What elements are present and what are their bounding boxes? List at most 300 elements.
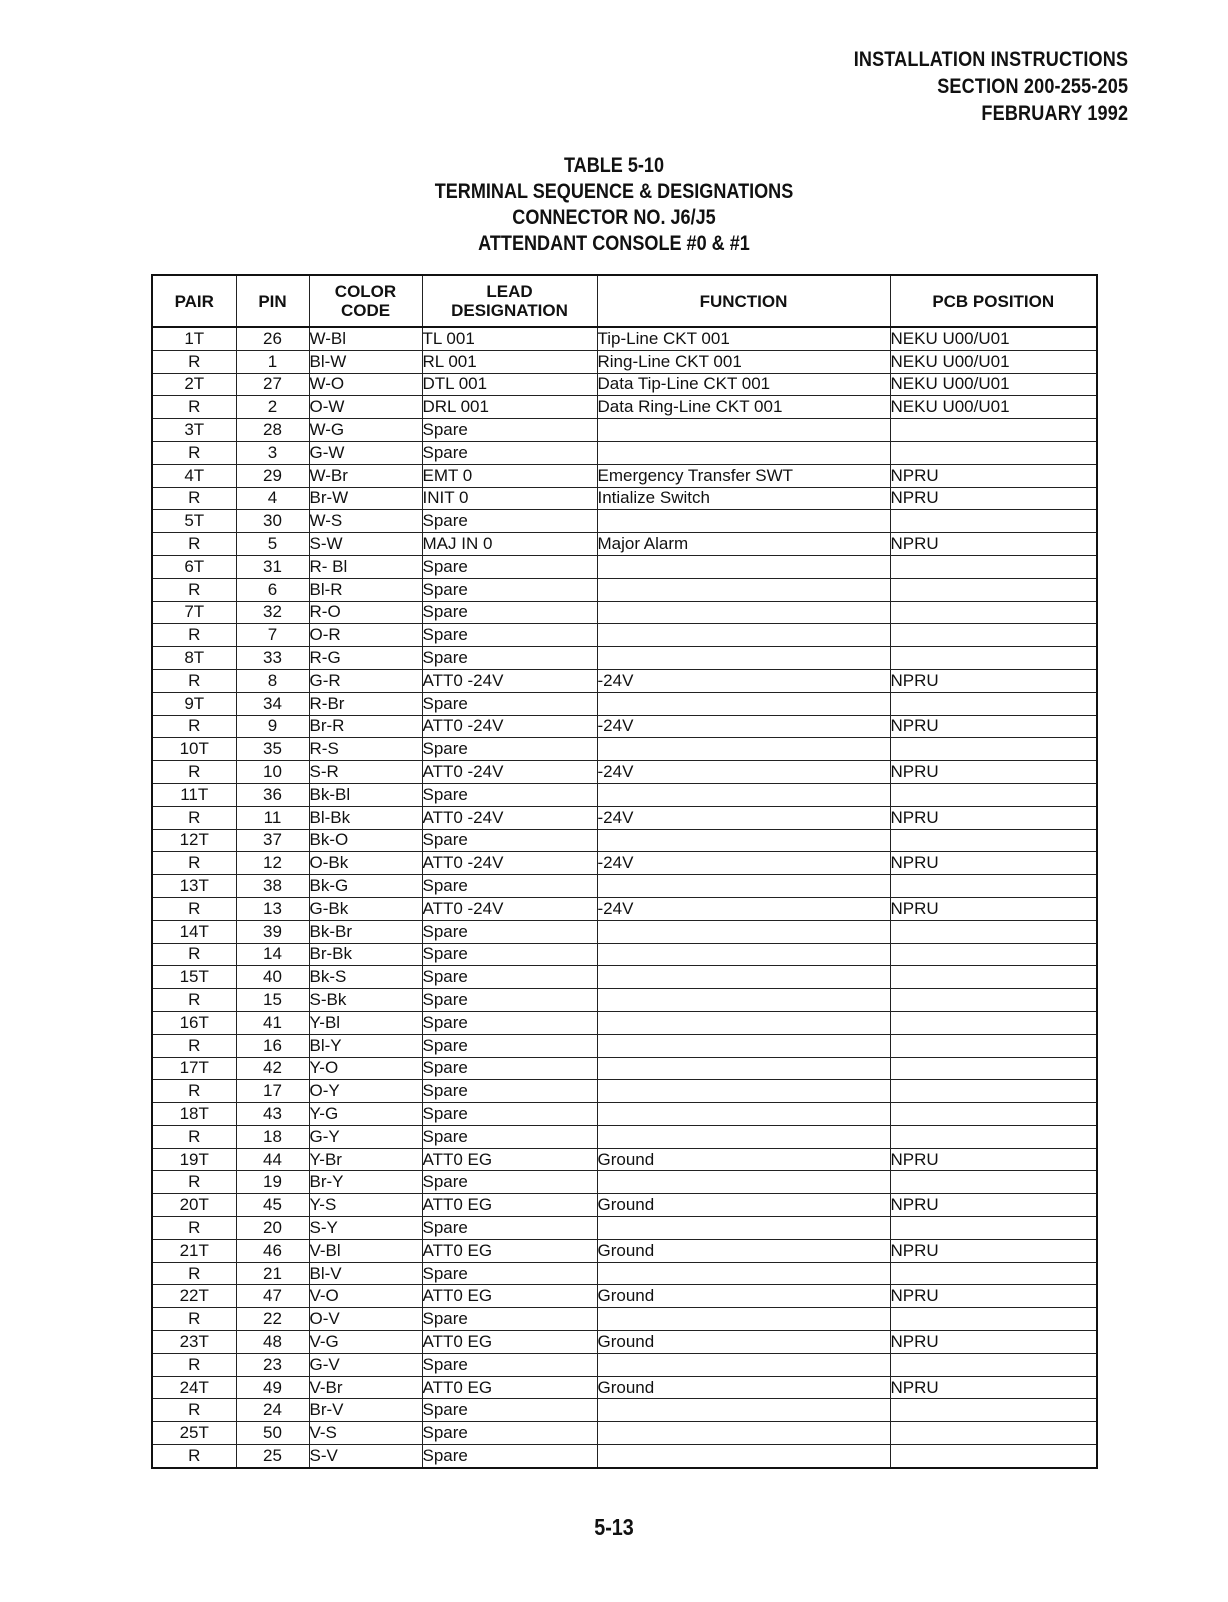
table-row [152,761,1097,784]
cell-lead-designation: Spare [422,989,597,1012]
cell-lead-designation: Spare [422,578,597,601]
cell-lead-designation: INIT 0 [422,487,597,510]
cell-pair: 15T [152,966,236,989]
cell-color-code: Bl-V [309,1262,422,1285]
cell-pair: 4T [152,464,236,487]
table-row [152,533,1097,556]
cell-pin: 15 [236,989,309,1012]
cell-pcb-position: NPRU [890,1239,1097,1262]
cell-function: Major Alarm [597,533,890,556]
cell-pin: 4 [236,487,309,510]
cell-pcb-position [890,1103,1097,1126]
cell-pair: R [152,897,236,920]
cell-pin: 36 [236,783,309,806]
page-footer [0,1514,1228,1541]
cell-pcb-position [890,1445,1097,1468]
cell-function [597,1057,890,1080]
cell-pcb-position [890,1217,1097,1240]
cell-pair: 10T [152,738,236,761]
cell-pcb-position: NPRU [890,1285,1097,1308]
cell-pin: 49 [236,1376,309,1399]
cell-pair: R [152,1080,236,1103]
cell-function [597,989,890,1012]
cell-pin: 20 [236,1217,309,1240]
cell-color-code: G-V [309,1353,422,1376]
cell-pin: 45 [236,1194,309,1217]
cell-pcb-position [890,555,1097,578]
cell-color-code: Y-S [309,1194,422,1217]
cell-pcb-position: NPRU [890,669,1097,692]
cell-pin: 30 [236,510,309,533]
cell-pin: 37 [236,829,309,852]
cell-pcb-position [890,1171,1097,1194]
cell-pcb-position [890,441,1097,464]
cell-lead-designation: MAJ IN 0 [422,533,597,556]
cell-lead-designation: DRL 001 [422,396,597,419]
cell-pin: 22 [236,1308,309,1331]
cell-function: Emergency Transfer SWT [597,464,890,487]
cell-pin: 7 [236,624,309,647]
cell-lead-designation: ATT0 EG [422,1331,597,1354]
cell-function: -24V [597,761,890,784]
cell-pair: R [152,669,236,692]
cell-color-code: R-S [309,738,422,761]
cell-lead-designation: ATT0 -24V [422,669,597,692]
table-row [152,396,1097,419]
cell-pin: 24 [236,1399,309,1422]
table-row [152,1239,1097,1262]
cell-pcb-position: NPRU [890,1194,1097,1217]
cell-function [597,441,890,464]
table-row [152,1217,1097,1240]
cell-pair: 2T [152,373,236,396]
cell-color-code: Bk-S [309,966,422,989]
cell-function: Ground [597,1194,890,1217]
cell-pcb-position [890,601,1097,624]
table-title-block [0,153,1228,257]
cell-color-code: G-Bk [309,897,422,920]
cell-function: -24V [597,897,890,920]
cell-function [597,1399,890,1422]
cell-color-code: R-Br [309,692,422,715]
cell-pair: R [152,1353,236,1376]
cell-pin: 18 [236,1125,309,1148]
cell-pin: 28 [236,419,309,442]
cell-lead-designation: Spare [422,875,597,898]
cell-function [597,1422,890,1445]
cell-lead-designation: Spare [422,1011,597,1034]
cell-pcb-position [890,1308,1097,1331]
cell-color-code: Bl-Y [309,1034,422,1057]
document-header [853,46,1128,127]
cell-pin: 6 [236,578,309,601]
cell-lead-designation: Spare [422,966,597,989]
cell-pin: 41 [236,1011,309,1034]
cell-color-code: O-W [309,396,422,419]
cell-function [597,1353,890,1376]
cell-function: Ground [597,1285,890,1308]
cell-function: Ground [597,1239,890,1262]
table-row [152,943,1097,966]
cell-pair: R [152,350,236,373]
cell-pair: R [152,1171,236,1194]
cell-function: -24V [597,852,890,875]
cell-pin: 5 [236,533,309,556]
cell-color-code: W-S [309,510,422,533]
cell-pin: 33 [236,647,309,670]
table-row [152,1285,1097,1308]
table-row [152,624,1097,647]
cell-pair: 20T [152,1194,236,1217]
cell-pcb-position: NPRU [890,464,1097,487]
table-row [152,1148,1097,1171]
cell-pcb-position [890,943,1097,966]
cell-lead-designation: Spare [422,1125,597,1148]
table-row [152,1080,1097,1103]
cell-color-code: S-V [309,1445,422,1468]
cell-pcb-position [890,966,1097,989]
cell-color-code: Br-Y [309,1171,422,1194]
console-label: ATTENDANT CONSOLE #0 & #1 [478,232,750,255]
cell-pair: R [152,441,236,464]
table-number: TABLE 5-10 [563,154,665,177]
cell-pair: R [152,852,236,875]
cell-pair: R [152,715,236,738]
cell-pin: 17 [236,1080,309,1103]
cell-color-code: Br-V [309,1399,422,1422]
cell-pair: 24T [152,1376,236,1399]
table-row [152,1353,1097,1376]
cell-function: -24V [597,715,890,738]
cell-pcb-position [890,1399,1097,1422]
cell-pair: 11T [152,783,236,806]
cell-function: Ring-Line CKT 001 [597,350,890,373]
cell-pair: R [152,1445,236,1468]
cell-pin: 35 [236,738,309,761]
cell-pin: 19 [236,1171,309,1194]
cell-function: Data Tip-Line CKT 001 [597,373,890,396]
cell-color-code: R- Bl [309,555,422,578]
table-row [152,578,1097,601]
terminal-sequence-table [151,274,1098,1469]
cell-lead-designation: Spare [422,1445,597,1468]
cell-pcb-position [890,647,1097,670]
cell-pin: 1 [236,350,309,373]
cell-pcb-position: NPRU [890,806,1097,829]
table-row [152,1103,1097,1126]
table-row [152,1171,1097,1194]
cell-function [597,647,890,670]
cell-pin: 34 [236,692,309,715]
cell-pair: 19T [152,1148,236,1171]
cell-lead-designation: Spare [422,419,597,442]
table-row [152,1422,1097,1445]
cell-color-code: Bk-Bl [309,783,422,806]
cell-pin: 40 [236,966,309,989]
cell-pin: 23 [236,1353,309,1376]
cell-pcb-position [890,1034,1097,1057]
cell-pcb-position [890,419,1097,442]
cell-color-code: V-G [309,1331,422,1354]
cell-pcb-position: NPRU [890,1148,1097,1171]
cell-lead-designation: ATT0 -24V [422,897,597,920]
cell-pair: R [152,624,236,647]
cell-color-code: Br-Bk [309,943,422,966]
cell-pair: R [152,1308,236,1331]
table-row [152,464,1097,487]
cell-function [597,1125,890,1148]
cell-color-code: R-G [309,647,422,670]
cell-pair: 3T [152,419,236,442]
cell-pair: R [152,533,236,556]
cell-color-code: O-Y [309,1080,422,1103]
table-row [152,875,1097,898]
cell-pin: 32 [236,601,309,624]
cell-color-code: Bl-R [309,578,422,601]
table-row [152,1445,1097,1468]
cell-lead-designation: Spare [422,829,597,852]
table-row [152,1308,1097,1331]
cell-function: -24V [597,669,890,692]
cell-pair: 21T [152,1239,236,1262]
cell-color-code: G-W [309,441,422,464]
table-row [152,1331,1097,1354]
cell-pair: 22T [152,1285,236,1308]
cell-pin: 26 [236,327,309,350]
header-color-code: COLOR CODE [309,275,422,327]
connector-label: CONNECTOR NO. J6/J5 [512,206,716,229]
cell-pair: 25T [152,1422,236,1445]
cell-pcb-position: NEKU U00/U01 [890,373,1097,396]
cell-color-code: Bk-O [309,829,422,852]
cell-pin: 2 [236,396,309,419]
cell-pair: R [152,396,236,419]
table-row [152,441,1097,464]
cell-pcb-position: NPRU [890,1376,1097,1399]
header-date: FEBRUARY 1992 [981,102,1128,125]
cell-pcb-position: NEKU U00/U01 [890,350,1097,373]
cell-function: Intialize Switch [597,487,890,510]
cell-color-code: V-Bl [309,1239,422,1262]
cell-function: -24V [597,806,890,829]
cell-pcb-position [890,1080,1097,1103]
cell-pin: 50 [236,1422,309,1445]
cell-function [597,875,890,898]
cell-pin: 8 [236,669,309,692]
cell-function [597,920,890,943]
cell-color-code: W-Bl [309,327,422,350]
cell-pair: 23T [152,1331,236,1354]
cell-pcb-position [890,989,1097,1012]
cell-function [597,1171,890,1194]
cell-function [597,1308,890,1331]
table-row [152,1125,1097,1148]
cell-color-code: O-R [309,624,422,647]
header-pcb-position: PCB POSITION [890,275,1097,327]
cell-pin: 46 [236,1239,309,1262]
cell-lead-designation: ATT0 EG [422,1148,597,1171]
cell-color-code: G-Y [309,1125,422,1148]
table-row [152,852,1097,875]
cell-pcb-position [890,875,1097,898]
cell-pin: 9 [236,715,309,738]
cell-function [597,419,890,442]
cell-pair: R [152,943,236,966]
cell-function [597,555,890,578]
cell-color-code: Y-O [309,1057,422,1080]
cell-lead-designation: Spare [422,920,597,943]
cell-function: Ground [597,1376,890,1399]
table-row [152,738,1097,761]
table-row [152,897,1097,920]
table-row [152,419,1097,442]
cell-lead-designation: Spare [422,943,597,966]
table-row [152,601,1097,624]
cell-pair: 18T [152,1103,236,1126]
cell-lead-designation: RL 001 [422,350,597,373]
cell-lead-designation: Spare [422,1262,597,1285]
cell-pcb-position: NPRU [890,761,1097,784]
cell-pin: 12 [236,852,309,875]
cell-pin: 43 [236,1103,309,1126]
cell-pin: 42 [236,1057,309,1080]
cell-color-code: Br-R [309,715,422,738]
cell-pcb-position: NPRU [890,715,1097,738]
cell-pair: 5T [152,510,236,533]
table-row [152,350,1097,373]
cell-function [597,738,890,761]
cell-pin: 44 [236,1148,309,1171]
cell-pcb-position: NPRU [890,487,1097,510]
header-lead-designation: LEAD DESIGNATION [422,275,597,327]
header-pair: PAIR [152,275,236,327]
cell-pair: 16T [152,1011,236,1034]
cell-lead-designation: Spare [422,441,597,464]
cell-pin: 47 [236,1285,309,1308]
cell-function: Tip-Line CKT 001 [597,327,890,350]
cell-lead-designation: Spare [422,1034,597,1057]
cell-lead-designation: Spare [422,692,597,715]
table-row [152,1399,1097,1422]
cell-pair: 13T [152,875,236,898]
cell-pair: R [152,487,236,510]
cell-pin: 31 [236,555,309,578]
cell-pin: 38 [236,875,309,898]
cell-lead-designation: Spare [422,1422,597,1445]
cell-lead-designation: Spare [422,783,597,806]
table-row [152,966,1097,989]
cell-pcb-position: NEKU U00/U01 [890,327,1097,350]
cell-pin: 16 [236,1034,309,1057]
cell-pair: R [152,1125,236,1148]
cell-lead-designation: ATT0 -24V [422,806,597,829]
cell-lead-designation: EMT 0 [422,464,597,487]
cell-function [597,1262,890,1285]
cell-function [597,624,890,647]
cell-pair: R [152,989,236,1012]
cell-lead-designation: Spare [422,1103,597,1126]
table-row [152,1057,1097,1080]
cell-lead-designation: ATT0 -24V [422,852,597,875]
cell-color-code: V-O [309,1285,422,1308]
cell-function [597,692,890,715]
cell-color-code: Bl-W [309,350,422,373]
cell-pcb-position [890,920,1097,943]
cell-lead-designation: ATT0 -24V [422,761,597,784]
cell-function [597,510,890,533]
table-row [152,806,1097,829]
cell-lead-designation: ATT0 EG [422,1376,597,1399]
table-row [152,669,1097,692]
table-row [152,1011,1097,1034]
cell-pin: 21 [236,1262,309,1285]
cell-pair: R [152,761,236,784]
cell-lead-designation: Spare [422,1353,597,1376]
cell-pin: 10 [236,761,309,784]
cell-color-code: Bk-G [309,875,422,898]
cell-function [597,1445,890,1468]
cell-color-code: V-S [309,1422,422,1445]
cell-pcb-position [890,1057,1097,1080]
cell-pair: 17T [152,1057,236,1080]
cell-pair: 7T [152,601,236,624]
table-row [152,692,1097,715]
cell-color-code: O-Bk [309,852,422,875]
cell-lead-designation: ATT0 -24V [422,715,597,738]
cell-color-code: Bk-Br [309,920,422,943]
cell-pin: 3 [236,441,309,464]
cell-function [597,1011,890,1034]
cell-function [597,829,890,852]
table-row [152,1262,1097,1285]
cell-pair: R [152,1034,236,1057]
cell-color-code: Br-W [309,487,422,510]
cell-pin: 11 [236,806,309,829]
table-body [152,327,1097,1468]
cell-lead-designation: Spare [422,601,597,624]
cell-lead-designation: DTL 001 [422,373,597,396]
cell-pcb-position [890,829,1097,852]
cell-pair: R [152,578,236,601]
cell-color-code: G-R [309,669,422,692]
cell-lead-designation: Spare [422,1057,597,1080]
table-title: TERMINAL SEQUENCE & DESIGNATIONS [434,180,794,203]
cell-pin: 14 [236,943,309,966]
cell-pcb-position [890,1422,1097,1445]
cell-color-code: S-W [309,533,422,556]
cell-function [597,1080,890,1103]
cell-color-code: W-Br [309,464,422,487]
cell-color-code: Y-Bl [309,1011,422,1034]
table-row [152,920,1097,943]
cell-lead-designation: TL 001 [422,327,597,350]
cell-function: Ground [597,1148,890,1171]
cell-color-code: Y-G [309,1103,422,1126]
cell-pcb-position: NEKU U00/U01 [890,396,1097,419]
cell-function [597,1034,890,1057]
table-row [152,327,1097,350]
header-section-number: SECTION 200-255-205 [937,75,1128,98]
cell-pair: R [152,1262,236,1285]
cell-color-code: O-V [309,1308,422,1331]
cell-pin: 39 [236,920,309,943]
cell-lead-designation: Spare [422,1080,597,1103]
cell-lead-designation: Spare [422,1217,597,1240]
cell-pcb-position [890,692,1097,715]
header-doc-type: INSTALLATION INSTRUCTIONS [853,48,1128,71]
cell-function [597,783,890,806]
cell-lead-designation: ATT0 EG [422,1194,597,1217]
